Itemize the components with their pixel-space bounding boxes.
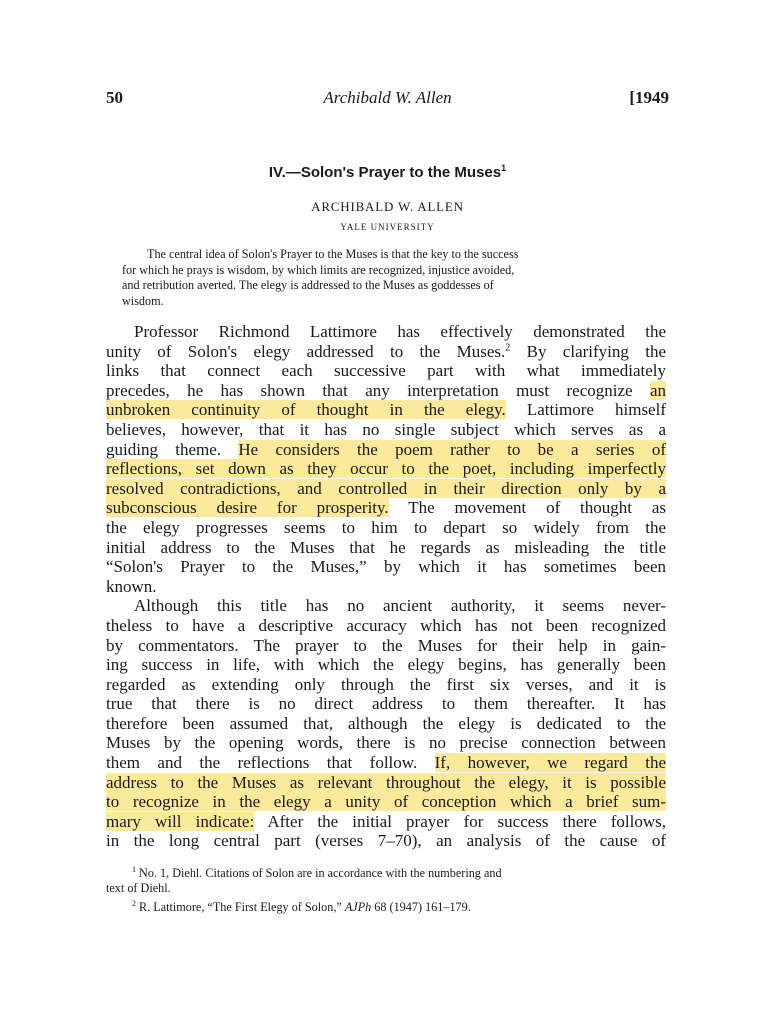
text-run: The movement of thought as: [388, 498, 667, 518]
highlight[interactable]: mary will indicate:: [106, 811, 255, 831]
footnote-1-continued: text of Diehl.: [106, 881, 171, 896]
text-run: the elegy progresses seems to him to depart so widely from the: [106, 517, 666, 537]
text-run: By clarifying the: [510, 341, 666, 361]
text-line: [106, 538, 666, 558]
text-run: theless to have a descriptive accuracy which has not been recognized: [106, 615, 666, 635]
text-line: [106, 773, 666, 793]
footnote-text: R. Lattimore, “The First Elegy of Solon,”: [136, 900, 345, 915]
highlight[interactable]: an: [649, 380, 666, 400]
running-head-author: Archibald W. Allen: [323, 88, 452, 107]
text-run: known.: [106, 576, 157, 596]
text-line: [106, 792, 666, 812]
highlight[interactable]: subconscious desire for prosperity.: [106, 498, 389, 518]
text-line: [106, 400, 666, 420]
abstract-line: wisdom.: [122, 293, 164, 308]
highlight[interactable]: He considers the poem rather to be a series of: [238, 439, 667, 459]
text-run: believes, however, that it has no single subject which serves as a: [106, 419, 666, 439]
text-line: [106, 714, 666, 734]
footnotes: [106, 862, 666, 915]
text-line: [106, 440, 666, 460]
highlight[interactable]: reflections, set down as they occur to the poet, including imperfectly: [106, 459, 666, 479]
text-line: [106, 596, 666, 616]
text-line: [106, 518, 666, 538]
text-run: initial address to the Muses that he regards as misleading the title: [106, 537, 666, 557]
text-run: them and the reflections that follow.: [106, 753, 435, 773]
text-run: Lattimore himself: [505, 400, 666, 420]
article-title-text: IV.—Solon's Prayer to the Muses: [268, 164, 502, 181]
text-run: by commentators. The prayer to the Muses for their help in gain-: [106, 635, 666, 655]
text-line: [106, 342, 666, 362]
text-line: [106, 381, 666, 401]
text-line: [106, 733, 666, 753]
abstract: [122, 247, 654, 309]
running-head: [106, 88, 669, 112]
text-line: [106, 636, 666, 656]
text-run: in the long central part (verses 7–70), an analysis of the cause of: [106, 831, 666, 851]
article-title: [106, 163, 669, 181]
footnote-2: [106, 896, 666, 915]
highlight[interactable]: to recognize in the elegy a unity of conception which a brief sum-: [106, 792, 666, 812]
text-line: [106, 459, 666, 479]
abstract-line: and retribution averted. The elegy is addressed to the Muses as goddesses of: [122, 278, 494, 293]
text-run: true that there is no direct address to them thereafter. It has: [106, 694, 666, 714]
highlight[interactable]: resolved contradictions, and controlled in their direction only by a: [106, 478, 666, 498]
footnote-text: No. 1, Diehl. Citations of Solon are in accordance with the numbering and: [136, 866, 502, 881]
text-line: [106, 694, 666, 714]
text-line: [106, 479, 666, 499]
text-run: unity of Solon's elegy addressed to the Muses.: [106, 341, 506, 361]
text-run: Professor Richmond Lattimore has effectively demonstrated the: [134, 322, 666, 341]
text-line: [106, 655, 666, 675]
text-run: ing success in life, with which the elegy begins, has generally been: [106, 655, 666, 675]
text-run: regarded as extending only through the first six verses, and it is: [106, 674, 666, 694]
journal-abbreviation: AJPh: [344, 900, 372, 915]
text-line: [106, 420, 666, 440]
text-run: guiding theme.: [106, 439, 239, 459]
highlight[interactable]: If, however, we regard the: [434, 753, 666, 773]
text-run: therefore been assumed that, although the elegy is dedicated to the: [106, 713, 666, 733]
text-line: [106, 557, 666, 577]
footnote-1: [106, 862, 666, 881]
text-line: [106, 616, 666, 636]
abstract-line: The central idea of Solon's Prayer to the Muses is that the key to the success: [147, 247, 519, 261]
text-run: Although this title has no ancient authority, it seems never-: [134, 596, 666, 616]
text-line: [106, 322, 666, 342]
text-line: [106, 577, 666, 597]
body-text: [106, 322, 666, 851]
text-line: [106, 675, 666, 695]
highlight[interactable]: address to the Muses as relevant throughout the elegy, it is possible: [106, 772, 666, 792]
text-line: [106, 361, 666, 381]
text-run: links that connect each successive part with what immediately: [106, 361, 666, 381]
text-line: [106, 812, 666, 832]
footnote-marker: 1: [132, 865, 136, 874]
title-footnote-marker: 1: [501, 163, 507, 173]
text-run: Muses by the opening words, there is no precise connection between: [106, 733, 666, 753]
article-author: ARCHIBALD W. ALLEN: [311, 199, 464, 214]
text-run: precedes, he has shown that any interpretation must recognize: [106, 380, 650, 400]
text-run: “Solon's Prayer to the Muses,” by which it has sometimes been: [106, 557, 666, 577]
footnote-text: 68 (1947) 161–179.: [371, 900, 471, 915]
highlight[interactable]: unbroken continuity of thought in the elegy.: [106, 400, 506, 420]
text-line: [106, 753, 666, 773]
page-number: 50: [106, 88, 123, 107]
running-head-year: [1949: [629, 88, 669, 107]
author-affiliation: YALE UNIVERSITY: [340, 222, 435, 232]
footnote-ref[interactable]: 2: [505, 341, 511, 353]
footnote-marker: 2: [132, 899, 136, 909]
text-line: [106, 498, 666, 518]
text-run: After the initial prayer for success there follows,: [254, 811, 667, 831]
abstract-line: for which he prays is wisdom, by which limits are recognized, injustice avoided,: [122, 262, 515, 277]
text-line: [106, 831, 666, 851]
